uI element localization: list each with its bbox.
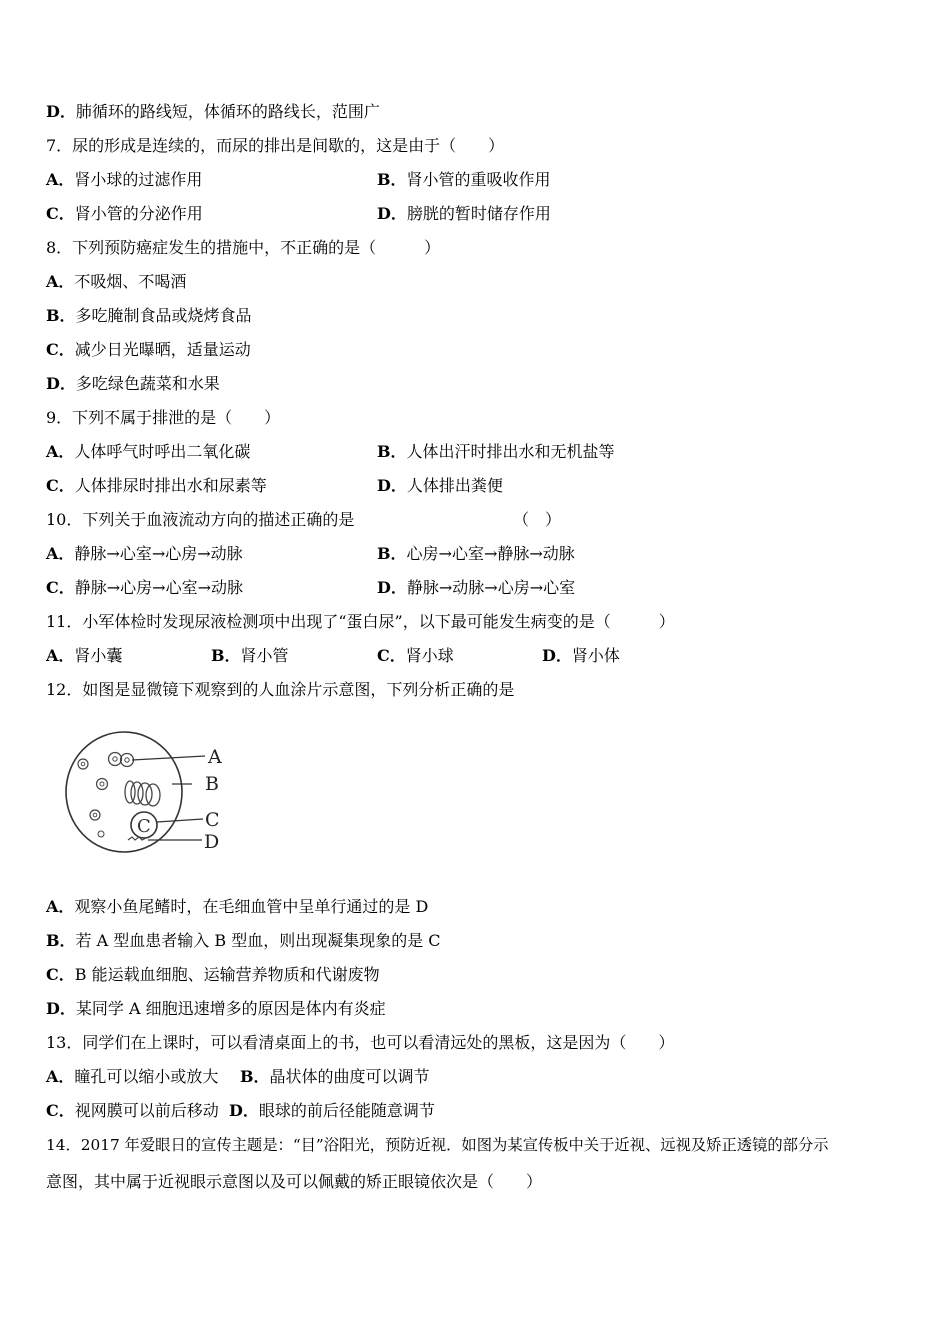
q7-option-a	[46, 170, 202, 190]
q8-option-a	[46, 272, 186, 292]
option-text: 肾小球	[405, 646, 454, 665]
q12-option-a	[46, 897, 428, 917]
blood-smear-figure	[60, 725, 240, 865]
option-letter: D．	[542, 646, 572, 665]
q7-option-c	[46, 204, 203, 224]
option-text: 眼球的前后径能随意调节	[258, 1101, 435, 1120]
option-letter: A．	[46, 170, 75, 189]
option-text: 肾小体	[571, 646, 620, 665]
option-letter: A．	[46, 646, 75, 665]
option-letter: D．	[46, 102, 76, 121]
option-letter: A．	[46, 272, 75, 291]
option-letter: B．	[377, 544, 407, 563]
q13-stem: 13．同学们在上课时，可以看清桌面上的书，也可以看清远处的黑板，这是因为（ ）	[46, 1033, 675, 1052]
option-letter: C．	[46, 965, 75, 984]
q8-stem: 8．下列预防癌症发生的措施中，不正确的是（ ）	[46, 238, 441, 257]
option-letter: B．	[377, 442, 407, 461]
option-letter: D．	[229, 1101, 259, 1120]
q12-option-b	[46, 931, 441, 951]
q12-option-c	[46, 965, 380, 985]
q13-option-a	[46, 1067, 218, 1087]
option-letter: C．	[46, 578, 75, 597]
label-a: A	[208, 746, 222, 768]
option-letter: C．	[46, 204, 75, 223]
q10-option-c	[46, 578, 243, 598]
label-b: B	[205, 773, 219, 795]
q12-stem: 12．如图是显微镜下观察到的人血涂片示意图，下列分析正确的是	[46, 680, 515, 699]
option-text: 肺循环的路线短，体循环的路线长，范围广	[75, 102, 380, 121]
q10-answer-paren: （ ）	[513, 510, 562, 529]
option-text: 某同学 A 细胞迅速增多的原因是体内有炎症	[75, 999, 386, 1018]
option-text: 静脉→心房→心室→动脉	[74, 578, 243, 597]
option-letter: B．	[211, 646, 241, 665]
option-letter: D．	[377, 578, 407, 597]
q10-option-b	[377, 544, 575, 564]
q13-option-b	[240, 1067, 430, 1087]
q10-option-a	[46, 544, 243, 564]
option-text: 膀胱的暂时储存作用	[406, 204, 551, 223]
q9-option-b	[377, 442, 615, 462]
q11-option-a	[46, 646, 122, 666]
option-letter: A．	[46, 1067, 75, 1086]
option-text: 不吸烟、不喝酒	[74, 272, 187, 291]
option-text: 多吃腌制食品或烧烤食品	[75, 306, 252, 325]
q8-option-c	[46, 340, 251, 360]
q9-stem: 9．下列不属于排泄的是（ ）	[46, 408, 281, 427]
option-letter: C．	[46, 340, 75, 359]
option-letter: B．	[377, 170, 407, 189]
option-text: 人体排出粪便	[406, 476, 503, 495]
option-text: B 能运载血细胞、运输营养物质和代谢废物	[74, 965, 380, 984]
q13-option-d	[229, 1101, 435, 1121]
q14-stem-line1: 14．2017 年爱眼日的宣传主题是：“目”浴阳光，预防近视．如图为某宣传板中关于近视、远视及矫正透镜的部分示	[46, 1136, 829, 1154]
option-text: 静脉→心室→心房→动脉	[74, 544, 243, 563]
q12-option-d	[46, 999, 386, 1019]
option-text: 瞳孔可以缩小或放大	[74, 1067, 219, 1086]
option-letter: C．	[377, 646, 406, 665]
option-letter: D．	[46, 999, 76, 1018]
option-text: 观察小鱼尾鳍时，在毛细血管中呈单行通过的是 D	[74, 897, 429, 916]
q11-option-b	[211, 646, 289, 666]
option-text: 人体排尿时排出水和尿素等	[74, 476, 267, 495]
option-text: 肾小管	[240, 646, 289, 665]
option-text: 晶状体的曲度可以调节	[269, 1067, 430, 1086]
option-text: 心房→心室→静脉→动脉	[406, 544, 575, 563]
q7-option-d	[377, 204, 551, 224]
q10-stem: 10．下列关于血液流动方向的描述正确的是	[46, 510, 355, 529]
option-letter: D．	[377, 204, 407, 223]
q9-option-d	[377, 476, 503, 496]
q11-stem: 11．小军体检时发现尿液检测项中出现了“蛋白尿”，以下最可能发生病变的是（ ）	[46, 612, 675, 631]
microscope-field	[66, 732, 182, 852]
option-text: 肾小管的分泌作用	[74, 204, 203, 223]
option-letter: B．	[240, 1067, 270, 1086]
option-text: 若 A 型血患者输入 B 型血，则出现凝集现象的是 C	[75, 931, 441, 950]
q13-option-c	[46, 1101, 219, 1121]
option-text: 人体呼气时呼出二氧化碳	[74, 442, 251, 461]
q7-stem: 7．尿的形成是连续的，而尿的排出是间歇的，这是由于（ ）	[46, 136, 505, 155]
option-letter: C．	[46, 476, 75, 495]
option-text: 人体出汗时排出水和无机盐等	[406, 442, 615, 461]
option-text: 减少日光曝晒，适量运动	[74, 340, 251, 359]
q14-stem-line2: 意图，其中属于近视眼示意图以及可以佩戴的矫正眼镜依次是（ ）	[46, 1172, 543, 1191]
q6-option-d	[46, 102, 380, 122]
label-d: D	[204, 831, 220, 853]
option-letter: A．	[46, 442, 75, 461]
option-letter: A．	[46, 544, 75, 563]
q9-option-c	[46, 476, 267, 496]
q8-option-d	[46, 374, 220, 394]
q10-option-d	[377, 578, 575, 598]
option-letter: B．	[46, 931, 76, 950]
option-letter: D．	[46, 374, 76, 393]
q9-option-a	[46, 442, 250, 462]
option-text: 多吃绿色蔬菜和水果	[75, 374, 220, 393]
q7-option-b	[377, 170, 551, 190]
option-letter: C．	[46, 1101, 75, 1120]
option-text: 肾小球的过滤作用	[74, 170, 203, 189]
option-letter: B．	[46, 306, 76, 325]
svg-text:C: C	[137, 816, 151, 837]
option-text: 视网膜可以前后移动	[74, 1101, 219, 1120]
option-text: 肾小囊	[74, 646, 123, 665]
option-text: 肾小管的重吸收作用	[406, 170, 551, 189]
q11-option-d	[542, 646, 620, 666]
option-letter: D．	[377, 476, 407, 495]
option-text: 静脉→动脉→心房→心室	[406, 578, 576, 597]
q11-option-c	[377, 646, 454, 666]
q8-option-b	[46, 306, 252, 326]
label-c: C	[205, 809, 220, 831]
option-letter: A．	[46, 897, 75, 916]
